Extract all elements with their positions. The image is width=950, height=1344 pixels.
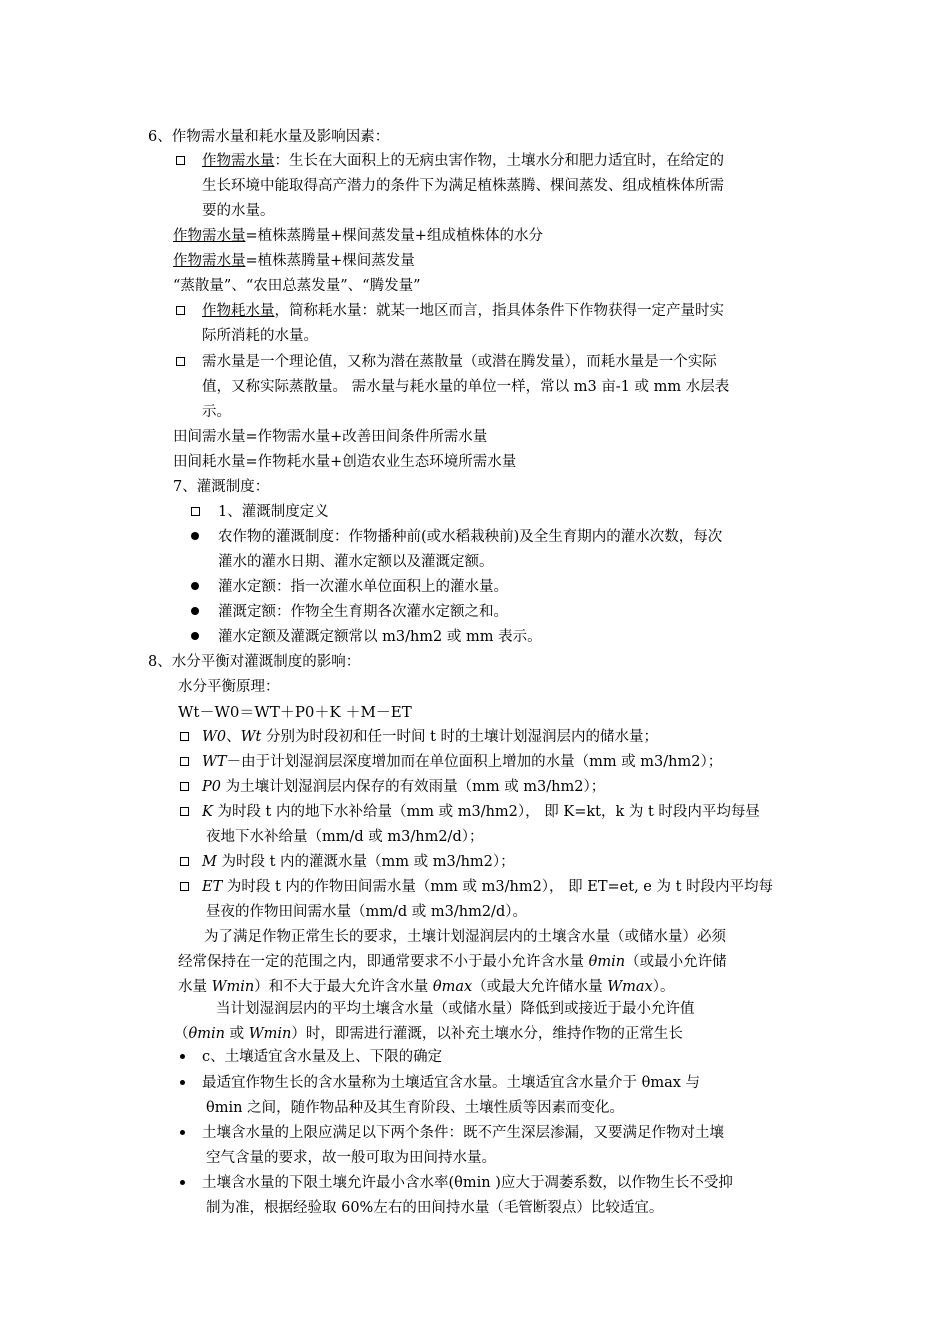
text: 为时段 t 内的作物田间需水量（mm 或 m3/hm2）， 即 ET=et, e 为 t 时段内平均每 <box>222 879 774 895</box>
text-line: 土壤含水量的下限土壤允许最小含水率(θmin )应大于凋萎系数，以作物生长不受抑 <box>202 1175 733 1191</box>
aliases-line: “蒸散量”、“农田总蒸发量”、“腾发量” <box>173 278 421 294</box>
text: 为土壤计划湿润层内保存的有效雨量（mm 或 m3/hm2）； <box>220 779 606 795</box>
checkbox-icon <box>180 782 189 791</box>
paragraph-line <box>178 977 675 997</box>
var: θmin <box>188 1026 225 1042</box>
text: =植株蒸腾量+棵间蒸发量 <box>245 253 415 269</box>
text-line: 需水量是一个理论值，又称为潜在蒸散量（或潜在腾发量），而耗水量是一个实际 <box>202 354 717 370</box>
checkbox-icon <box>176 306 185 315</box>
consumption-definition <box>202 301 724 321</box>
text-line: 夜地下水补给量（mm/d 或 m3/hm2/d）； <box>206 829 484 845</box>
checkbox-icon <box>180 807 189 816</box>
text: 或 <box>224 1026 249 1042</box>
sub-heading: 1、灌溉制度定义 <box>218 504 329 520</box>
variable-line <box>202 877 773 897</box>
text: （ <box>174 1026 189 1042</box>
variable-line <box>202 777 605 797</box>
text: 、 <box>226 729 241 745</box>
var: θmin <box>588 954 626 970</box>
section-6-heading: 6、作物需水量和耗水量及影响因素： <box>148 129 390 145</box>
text: ）。 <box>652 979 675 995</box>
text: ，简称耗水量：就某一地区而言，指具体条件下作物获得一定产量时实 <box>274 303 724 319</box>
text-line: 要的水量。 <box>202 203 275 219</box>
text-line: 昼夜的作物田间需水量（mm/d 或 m3/hm2/d）。 <box>206 904 527 920</box>
formula-line <box>173 226 543 246</box>
text: （或最小允许储 <box>625 954 727 970</box>
water-requirement-definition <box>202 151 724 171</box>
text: ）时，即需进行灌溉，以补充土壤水分，维持作物的正常生长 <box>291 1026 683 1042</box>
var: WT <box>202 754 227 770</box>
balance-equation: Wt－W0＝WT＋P0＋K ＋M－ET <box>178 703 412 721</box>
bullet-icon <box>180 1080 185 1085</box>
section-8-heading: 8、水分平衡对灌溉制度的影响： <box>148 654 361 670</box>
checkbox-icon <box>180 857 189 866</box>
variable-line <box>202 727 658 747</box>
var: M <box>202 854 217 870</box>
bullet-icon <box>191 632 199 640</box>
formula-line <box>173 251 415 271</box>
text-line: 制为准，根据经验取 60%左右的田间持水量（毛管断裂点）比较适宜。 <box>206 1200 664 1216</box>
text: ：生长在大面积上的无病虫害作物，土壤水分和肥力适宜时，在给定的 <box>274 153 724 169</box>
text: （或最大允许储水量 <box>472 979 608 995</box>
text-line: 灌水定额及灌溉定额常以 m3/hm2 或 mm 表示。 <box>218 629 542 645</box>
text-line: 灌水定额：指一次灌水单位面积上的灌水量。 <box>218 579 508 595</box>
paragraph-line: 为了满足作物正常生长的要求，土壤计划湿润层内的土壤含水量（或储水量）必须 <box>204 929 726 945</box>
text-line: 空气含量的要求，故一般可取为田间持水量。 <box>206 1150 496 1166</box>
term: 作物耗水量 <box>202 303 275 319</box>
variable-line <box>202 852 515 872</box>
paragraph-line <box>178 952 727 972</box>
section-7-heading: 7、灌溉制度： <box>173 479 270 495</box>
text: ）和不大于最大允许含水量 <box>254 979 433 995</box>
text-line: 值，又称实际蒸散量。 需水量与耗水量的单位一样，常以 m3 亩-1 或 mm 水层表 <box>202 379 730 395</box>
text-line: 土壤含水量的上限应满足以下两个条件：既不产生深层渗漏，又要满足作物对土壤 <box>202 1125 724 1141</box>
bullet-icon <box>180 1054 185 1059</box>
field-consumption-line: 田间耗水量=作物耗水量+创造农业生态环境所需水量 <box>173 454 517 470</box>
var: ET <box>202 879 223 895</box>
var: K <box>202 804 213 820</box>
var: Wt <box>240 729 262 745</box>
text: 为时段 t 内的地下水补给量（mm 或 m3/hm2）， 即 K=kt，k 为 t 时段内平均每昼 <box>212 804 760 820</box>
text-line: 灌溉定额：作物全生育期各次灌水定额之和。 <box>218 604 508 620</box>
term: 作物需水量 <box>202 153 275 169</box>
principle-label: 水分平衡原理： <box>178 679 280 695</box>
text-line: θmin 之间，随作物品种及其生育阶段、土壤性质等因素而变化。 <box>206 1100 625 1116</box>
term: 作物需水量 <box>173 253 246 269</box>
text: 分别为时段初和任一时间 t 时的土壤计划湿润层内的储水量； <box>261 729 659 745</box>
text: 水量 <box>178 979 212 995</box>
bullet-icon <box>191 607 199 615</box>
checkbox-icon <box>180 882 189 891</box>
term: 作物需水量 <box>173 228 246 244</box>
sub-heading: c、土壤适宜含水量及上、下限的确定 <box>202 1049 443 1065</box>
var: θmax <box>432 979 473 995</box>
var: Wmax <box>607 979 653 995</box>
var: Wmin <box>211 979 255 995</box>
text-line: 生长环境中能取得高产潜力的条件下为满足植株蒸腾、棵间蒸发、组成植株体所需 <box>202 178 724 194</box>
text-line: 农作物的灌溉制度：作物播种前(或水稻栽秧前)及全生育期内的灌水次数，每次 <box>218 529 723 545</box>
bullet-icon <box>191 582 199 590</box>
text: －由于计划湿润层深度增加而在单位面积上增加的水量（mm 或 m3/hm2）； <box>226 754 723 770</box>
text: 经常保持在一定的范围之内，即通常要求不小于最小允许含水量 <box>178 954 589 970</box>
checkbox-icon <box>176 357 185 366</box>
text-line: 际所消耗的水量。 <box>202 328 318 344</box>
text: 为时段 t 内的灌溉水量（mm 或 m3/hm2）； <box>216 854 515 870</box>
bullet-icon <box>180 1180 185 1185</box>
checkbox-icon <box>180 757 189 766</box>
var: P0 <box>202 779 221 795</box>
field-need-line: 田间需水量=作物需水量+改善田间条件所需水量 <box>173 429 488 445</box>
text: =植株蒸腾量+棵间蒸发量+组成植株体的水分 <box>245 228 543 244</box>
paragraph-line <box>174 1024 683 1044</box>
text-line: 灌水的灌水日期、灌水定额以及灌溉定额。 <box>218 554 494 570</box>
bullet-icon <box>191 532 199 540</box>
checkbox-icon <box>176 156 185 165</box>
bullet-icon <box>180 1130 185 1135</box>
variable-line <box>202 802 760 822</box>
text-line: 最适宜作物生长的含水量称为土壤适宜含水量。土壤适宜含水量介于 θmax 与 <box>202 1075 701 1091</box>
var: Wmin <box>248 1026 292 1042</box>
variable-line <box>202 752 722 772</box>
var: W0 <box>202 729 227 745</box>
text-line: 示。 <box>202 404 231 420</box>
checkbox-icon <box>180 732 189 741</box>
paragraph-line: 当计划湿润层内的平均土壤含水量（或储水量）降低到或接近于最小允许值 <box>216 1001 695 1017</box>
checkbox-icon <box>191 507 200 516</box>
